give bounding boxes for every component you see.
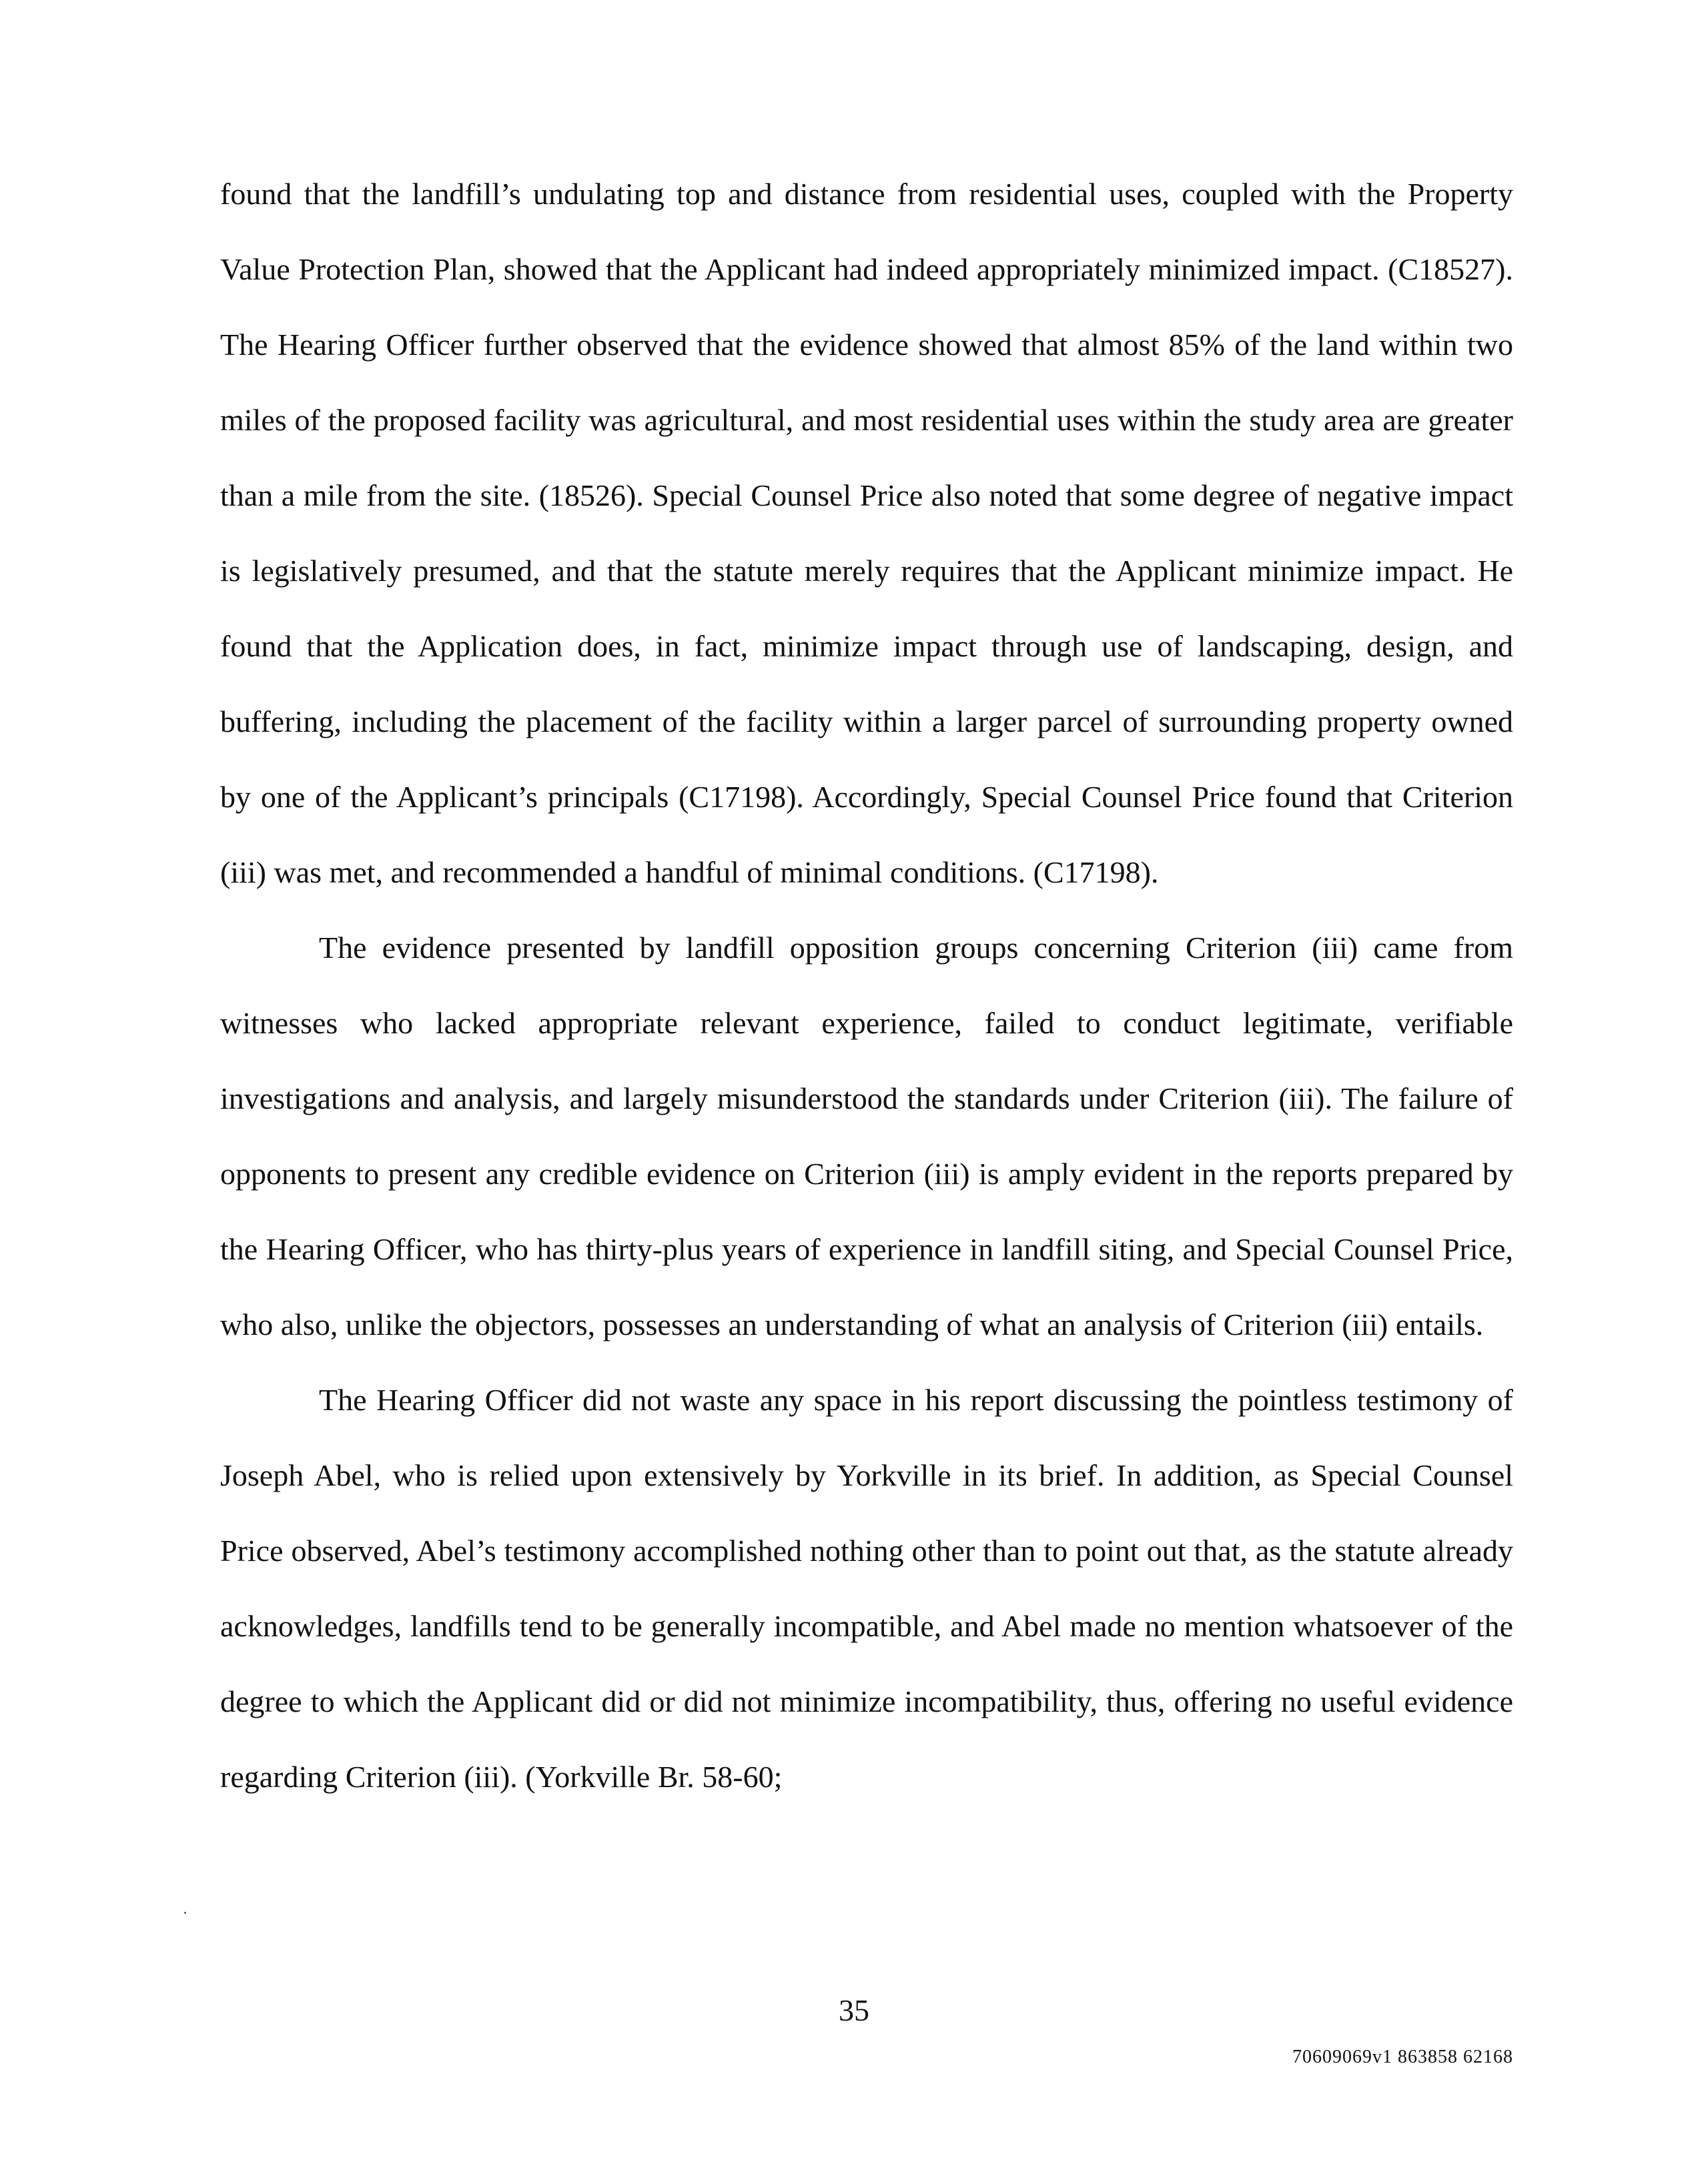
paragraph-1: found that the landfill’s undulating top and distance from residential uses, coupled with the Property Value Protection Plan, showed that the Applicant had indeed appropriately minimized impact. (C18527). The Hearing Officer further observed that the evidence showed that almost 85% of the land within two miles of the proposed facility was agricultural, and most residential uses within the study area are greater than a mile from the site. (18526). Special Counsel Price also noted that some degree of negative impact is legislatively presumed, and that the statute merely requires that the Applicant minimize impact. He found that the Application does, in fact, minimize impact through use of landscaping, design, and buffering, including the placement of the facility within a larger parcel of surrounding property owned by one of the Applicant’s principals (C17198). Accordingly, Special Counsel Price found that Criterion (iii) was met, and recommended a handful of minimal conditions. (C17198). (220, 177, 1513, 889)
paragraph-3: The Hearing Officer did not waste any space in his report discussing the pointless testimony of Joseph Abel, who is relied upon extensively by Yorkville in its brief. In addition, as Special Counsel Price observed, Abel’s testimony accomplished nothing other than to point out that, as the statute already acknowledges, landfills tend to be generally incompatible, and Abel made no mention whatsoever of the degree to which the Applicant did or did not minimize incompatibility, thus, offering no useful evidence regarding Criterion (iii). (Yorkville Br. 58-60; (220, 1383, 1513, 1794)
document-id: 70609069v1 863858 62168 (1292, 2047, 1513, 2067)
stray-mark (184, 1912, 186, 1914)
paragraph-2: The evidence presented by landfill opposition groups concerning Criterion (iii) came from witnesses who lacked appropriate relevant experience, failed to conduct legitimate, verifiable investigations and analysis, and largely misunderstood the standards under Criterion (iii). The failure of opponents to present any credible evidence on Criterion (iii) is amply evident in the reports prepared by the Hearing Officer, who has thirty-plus years of experience in landfill siting, and Special Counsel Price, who also, unlike the objectors, possesses an understanding of what an analysis of Criterion (iii) entails. (220, 931, 1513, 1341)
body-text (220, 156, 1513, 1814)
page-number: 35 (839, 1993, 869, 2027)
